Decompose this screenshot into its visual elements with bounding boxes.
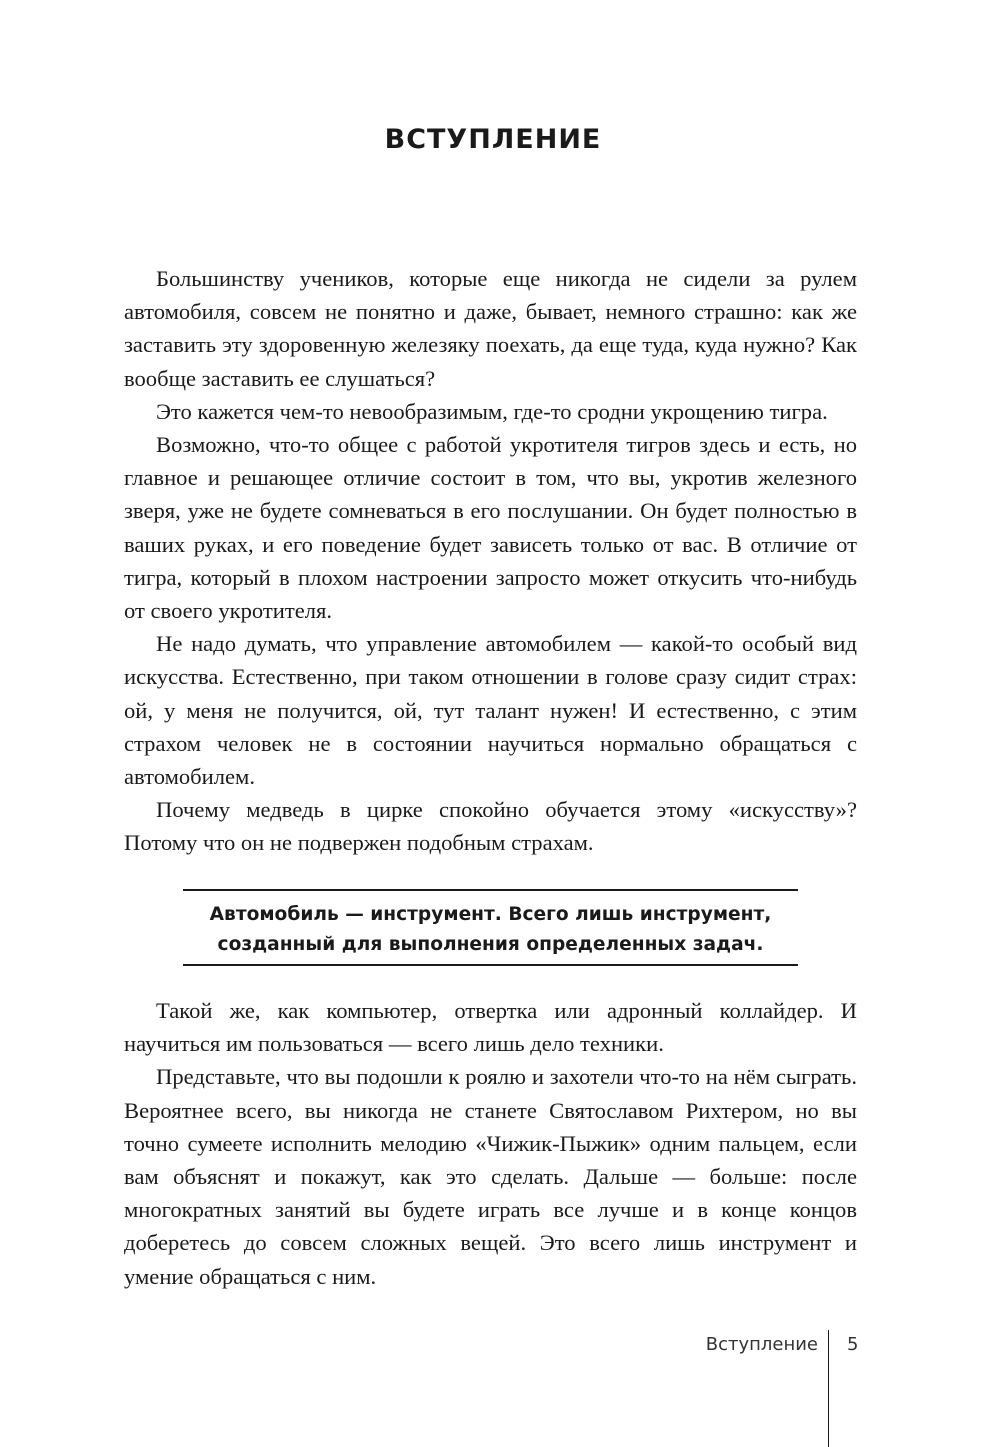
paragraph: Это кажется чем-то невообразимым, где-то сродни укрощению тигра.	[156, 398, 828, 424]
callout-line: Автомобиль — инструмент. Всего лишь инструмент,	[209, 904, 772, 925]
callout-quote	[183, 889, 798, 966]
body-text-top	[124, 262, 857, 860]
body-text-bottom	[124, 994, 857, 1293]
footer-section-label: Вступление	[705, 1334, 818, 1355]
page-title: ВСТУПЛЕНИЕ	[384, 124, 602, 155]
paragraph: Не надо думать, что управление автомобилем — какой-то особый вид искусства. Естественно, при таком отношении в голове сразу сидит страх: ой, у меня не получится, ой, тут талант нужен! И естественно, с этим страхом человек не в состоянии научиться нормально обращаться с автомобилем.	[124, 631, 857, 790]
paragraph: Почему медведь в цирке спокойно обучается этому «искусству»? Потому что он не подвержен подобным страхам.	[124, 797, 857, 856]
page-number: 5	[847, 1334, 859, 1355]
paragraph: Большинству учеников, которые еще никогда не сидели за рулем автомобиля, совсем не понятно и даже, бывает, немного страшно: как же заставить эту здоровенную железяку поехать, да еще туда, куда нужно? Как вообще заставить ее слушаться?	[124, 266, 857, 391]
footer-divider	[828, 1330, 829, 1447]
paragraph: Возможно, что-то общее с работой укротителя тигров здесь и есть, но главное и решающее отличие состоит в том, что вы, укротив железного зверя, уже не будете сомневаться в его послушании. Он будет полностью в ваших руках, и его поведение будет зависеть только от вас. В отличие от тигра, который в плохом настроении запросто может откусить что-нибудь от своего укротителя.	[124, 432, 857, 624]
paragraph: Представьте, что вы подошли к роялю и захотели что-то на нём сыграть. Вероятнее всего, вы никогда не станете Святославом Рихтером, но вы точно сумеете исполнить мелодию «Чижик-Пыжик» одним пальцем, если вам объяснят и покажут, как это сделать. Дальше — больше: после многократных занятий вы будете играть все лучше и в конце концов доберетесь до совсем сложных вещей. Это всего лишь инструмент и умение обращаться с ним.	[124, 1064, 857, 1289]
paragraph: Такой же, как компьютер, отвертка или адронный коллайдер. И научиться им пользоваться — всего лишь дело техники.	[124, 998, 857, 1057]
callout-line: созданный для выполнения определенных задач.	[217, 934, 764, 955]
